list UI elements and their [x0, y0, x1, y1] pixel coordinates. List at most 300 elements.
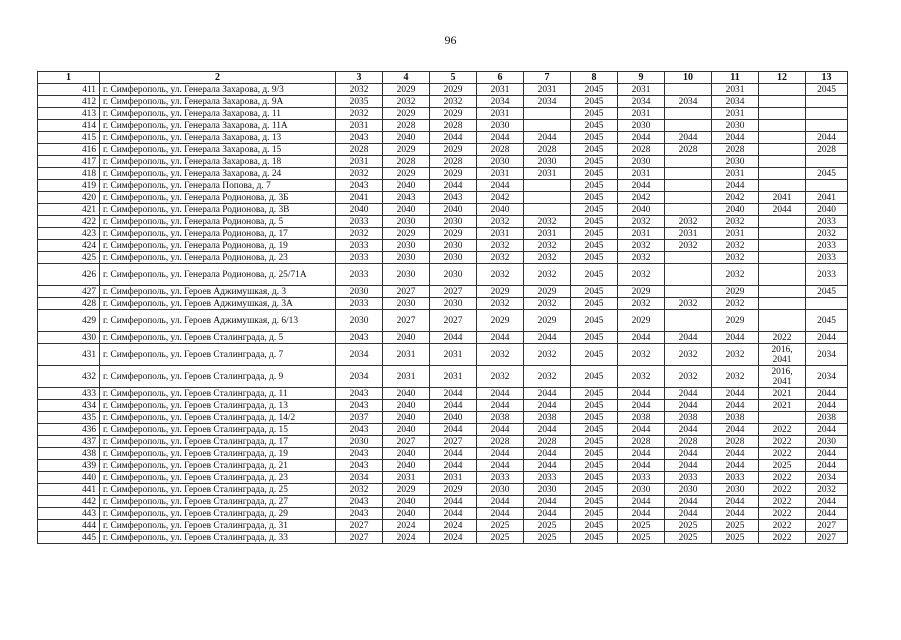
year-cell: 2032 [618, 298, 665, 310]
row-number-cell: 435 [38, 412, 100, 424]
year-cell: 2030 [430, 216, 477, 228]
year-cell: 2029 [430, 108, 477, 120]
year-cell: 2045 [806, 84, 848, 96]
year-cell: 2028 [618, 144, 665, 156]
year-cell: 2030 [477, 484, 524, 496]
year-cell: 2044 [430, 400, 477, 412]
year-cell: 2044 [430, 508, 477, 520]
year-cell: 2030 [336, 436, 383, 448]
year-cell: 2034 [665, 96, 712, 108]
column-header: 10 [665, 72, 712, 84]
year-cell: 2022 [759, 496, 806, 508]
row-number-cell: 421 [38, 204, 100, 216]
year-cell: 2040 [383, 204, 430, 216]
year-cell: 2040 [430, 412, 477, 424]
year-cell: 2025 [477, 532, 524, 544]
year-cell: 2032 [524, 264, 571, 286]
row-number-cell: 424 [38, 240, 100, 252]
year-cell: 2030 [430, 240, 477, 252]
year-cell: 2045 [571, 132, 618, 144]
year-cell: 2045 [571, 532, 618, 544]
year-cell: 2044 [477, 496, 524, 508]
year-cell [524, 204, 571, 216]
year-cell: 2025 [712, 532, 759, 544]
year-cell: 2034 [336, 344, 383, 366]
year-cell: 2022 [759, 448, 806, 460]
year-cell: 2032 [524, 344, 571, 366]
year-cell: 2044 [618, 448, 665, 460]
address-cell: г. Симферополь, ул. Героев Сталинграда, д. 31 [100, 520, 336, 532]
year-cell [524, 192, 571, 204]
year-cell: 2043 [336, 388, 383, 400]
year-cell: 2033 [336, 298, 383, 310]
year-cell: 2031 [712, 108, 759, 120]
year-cell: 2029 [430, 144, 477, 156]
year-cell: 2031 [618, 228, 665, 240]
year-cell: 2024 [383, 520, 430, 532]
year-cell: 2031 [430, 472, 477, 484]
row-number-cell: 427 [38, 286, 100, 298]
year-cell: 2043 [336, 400, 383, 412]
year-cell: 2030 [336, 286, 383, 298]
address-cell: г. Симферополь, ул. Героев Сталинграда, д. 14/2 [100, 412, 336, 424]
year-cell [665, 286, 712, 298]
year-cell: 2025 [524, 532, 571, 544]
year-cell: 2028 [477, 144, 524, 156]
year-cell: 2031 [618, 84, 665, 96]
year-cell: 2030 [336, 310, 383, 332]
year-cell: 2045 [571, 204, 618, 216]
table-row [38, 496, 848, 508]
year-cell: 2044 [665, 388, 712, 400]
table-row [38, 192, 848, 204]
address-cell: г. Симферополь, ул. Героев Сталинграда, д. 11 [100, 388, 336, 400]
year-cell: 2044 [806, 400, 848, 412]
year-cell: 2033 [336, 216, 383, 228]
year-cell [759, 240, 806, 252]
year-cell: 2043 [430, 192, 477, 204]
year-cell: 2022 [759, 484, 806, 496]
table-row [38, 204, 848, 216]
year-cell: 2045 [571, 310, 618, 332]
year-cell: 2040 [477, 204, 524, 216]
year-cell [759, 84, 806, 96]
row-number-cell: 425 [38, 252, 100, 264]
year-cell [665, 84, 712, 96]
year-cell: 2045 [571, 96, 618, 108]
year-cell: 2044 [806, 388, 848, 400]
year-cell [665, 168, 712, 180]
year-cell: 2044 [524, 400, 571, 412]
year-cell: 2045 [571, 366, 618, 388]
year-cell: 2031 [477, 84, 524, 96]
year-cell: 2031 [430, 366, 477, 388]
table-row [38, 180, 848, 192]
year-cell: 2029 [383, 84, 430, 96]
table-row [38, 310, 848, 332]
year-cell: 2032 [477, 252, 524, 264]
year-cell: 2034 [712, 96, 759, 108]
year-cell: 2044 [759, 204, 806, 216]
year-cell: 2030 [712, 120, 759, 132]
year-cell: 2031 [477, 228, 524, 240]
address-cell: г. Симферополь, ул. Генерала Родионова, д. 19 [100, 240, 336, 252]
year-cell: 2040 [430, 204, 477, 216]
year-cell: 2029 [712, 310, 759, 332]
year-cell: 2028 [383, 156, 430, 168]
address-cell: г. Симферополь, ул. Героев Сталинграда, д. 7 [100, 344, 336, 366]
year-cell: 2044 [665, 448, 712, 460]
year-cell: 2045 [571, 400, 618, 412]
year-cell: 2044 [477, 400, 524, 412]
year-cell: 2034 [477, 96, 524, 108]
year-cell: 2043 [383, 192, 430, 204]
year-cell: 2044 [618, 332, 665, 344]
year-cell [759, 228, 806, 240]
table-row [38, 216, 848, 228]
year-cell: 2034 [618, 96, 665, 108]
year-cell: 2044 [712, 400, 759, 412]
year-cell: 2031 [712, 84, 759, 96]
column-header: 8 [571, 72, 618, 84]
year-cell: 2032 [712, 366, 759, 388]
year-cell: 2028 [430, 156, 477, 168]
year-cell: 2032 [712, 240, 759, 252]
year-cell: 2033 [712, 472, 759, 484]
year-cell: 2044 [477, 424, 524, 436]
row-number-cell: 423 [38, 228, 100, 240]
address-cell: г. Симферополь, ул. Генерала Родионова, д. 17 [100, 228, 336, 240]
year-cell: 2022 [759, 332, 806, 344]
year-cell: 2027 [336, 520, 383, 532]
year-cell: 2038 [524, 412, 571, 424]
year-cell: 2038 [806, 412, 848, 424]
year-cell: 2028 [477, 436, 524, 448]
year-cell: 2044 [665, 400, 712, 412]
year-cell: 2030 [383, 264, 430, 286]
year-cell: 2029 [383, 228, 430, 240]
year-cell: 2044 [477, 332, 524, 344]
year-cell: 2025 [524, 520, 571, 532]
year-cell: 2032 [477, 298, 524, 310]
year-cell: 2044 [477, 180, 524, 192]
year-cell: 2031 [430, 344, 477, 366]
row-number-cell: 441 [38, 484, 100, 496]
year-cell: 2032 [430, 96, 477, 108]
year-cell: 2044 [430, 180, 477, 192]
year-cell: 2043 [336, 460, 383, 472]
year-cell: 2044 [524, 448, 571, 460]
year-cell: 2032 [336, 168, 383, 180]
year-cell: 2034 [806, 344, 848, 366]
year-cell [759, 156, 806, 168]
address-cell: г. Симферополь, ул. Героев Сталинграда, д. 17 [100, 436, 336, 448]
year-cell: 2022 [759, 508, 806, 520]
address-cell: г. Симферополь, ул. Генерала Попова, д. 7 [100, 180, 336, 192]
table-row [38, 508, 848, 520]
table-row [38, 412, 848, 424]
address-cell: г. Симферополь, ул. Героев Сталинграда, д. 29 [100, 508, 336, 520]
row-number-cell: 442 [38, 496, 100, 508]
year-cell: 2041 [336, 192, 383, 204]
year-cell: 2044 [430, 132, 477, 144]
row-number-cell: 419 [38, 180, 100, 192]
address-cell: г. Симферополь, ул. Героев Сталинграда, д. 13 [100, 400, 336, 412]
year-cell: 2045 [571, 156, 618, 168]
year-cell: 2032 [618, 264, 665, 286]
row-number-cell: 416 [38, 144, 100, 156]
address-cell: г. Симферополь, ул. Героев Сталинграда, д. 19 [100, 448, 336, 460]
year-cell: 2040 [383, 400, 430, 412]
table-row [38, 400, 848, 412]
year-cell: 2045 [571, 240, 618, 252]
year-cell: 2029 [430, 168, 477, 180]
address-cell: г. Симферополь, ул. Героев Сталинграда, д. 21 [100, 460, 336, 472]
column-header: 9 [618, 72, 665, 84]
year-cell [759, 264, 806, 286]
year-cell: 2044 [524, 332, 571, 344]
year-cell: 2044 [618, 424, 665, 436]
column-header: 12 [759, 72, 806, 84]
year-cell: 2044 [618, 180, 665, 192]
year-cell: 2044 [806, 460, 848, 472]
address-cell: г. Симферополь, ул. Генерала Захарова, д. 24 [100, 168, 336, 180]
year-cell: 2030 [383, 252, 430, 264]
address-cell: г. Симферополь, ул. Генерала Захарова, д. 13 [100, 132, 336, 144]
year-cell: 2022 [759, 436, 806, 448]
year-cell: 2031 [336, 120, 383, 132]
year-cell: 2030 [712, 484, 759, 496]
table-row [38, 520, 848, 532]
year-cell: 2030 [618, 484, 665, 496]
year-cell: 2044 [477, 132, 524, 144]
year-cell: 2033 [806, 264, 848, 286]
year-cell: 2027 [430, 436, 477, 448]
year-cell: 2028 [383, 120, 430, 132]
year-cell: 2040 [618, 204, 665, 216]
year-cell [759, 96, 806, 108]
year-cell: 2028 [665, 436, 712, 448]
year-cell: 2032 [712, 252, 759, 264]
year-cell: 2044 [430, 388, 477, 400]
year-cell: 2045 [571, 298, 618, 310]
year-cell: 2044 [806, 508, 848, 520]
row-number-cell: 432 [38, 366, 100, 388]
year-cell: 2044 [524, 424, 571, 436]
year-cell: 2038 [477, 412, 524, 424]
column-header: 13 [806, 72, 848, 84]
row-number-cell: 417 [38, 156, 100, 168]
year-cell [806, 180, 848, 192]
year-cell: 2028 [524, 144, 571, 156]
address-cell: г. Симферополь, ул. Генерала Захарова, д. 11А [100, 120, 336, 132]
column-header: 4 [383, 72, 430, 84]
year-cell: 2032 [477, 240, 524, 252]
year-cell: 2040 [383, 180, 430, 192]
year-cell [759, 168, 806, 180]
year-cell [665, 192, 712, 204]
year-cell [759, 144, 806, 156]
table-row [38, 344, 848, 366]
year-cell [759, 310, 806, 332]
year-cell: 2042 [712, 192, 759, 204]
row-number-cell: 440 [38, 472, 100, 484]
year-cell: 2032 [806, 484, 848, 496]
year-cell: 2040 [806, 204, 848, 216]
year-cell: 2044 [524, 508, 571, 520]
year-cell: 2030 [806, 436, 848, 448]
year-cell: 2044 [712, 460, 759, 472]
table-row [38, 460, 848, 472]
address-cell: г. Симферополь, ул. Героев Аджимушкая, д. 3А [100, 298, 336, 310]
year-cell: 2045 [806, 310, 848, 332]
table-row [38, 286, 848, 298]
year-cell: 2031 [477, 108, 524, 120]
year-cell: 2044 [712, 332, 759, 344]
year-cell: 2022 [759, 532, 806, 544]
year-cell: 2045 [806, 168, 848, 180]
year-cell: 2033 [477, 472, 524, 484]
year-cell: 2045 [571, 216, 618, 228]
year-cell: 2021 [759, 388, 806, 400]
table-body [38, 84, 848, 544]
year-cell: 2025 [759, 460, 806, 472]
year-cell: 2042 [477, 192, 524, 204]
table-row [38, 144, 848, 156]
row-number-cell: 437 [38, 436, 100, 448]
address-cell: г. Симферополь, ул. Генерала Родионова, д. 25/71А [100, 264, 336, 286]
year-cell: 2033 [618, 472, 665, 484]
table-row [38, 96, 848, 108]
year-cell: 2032 [665, 240, 712, 252]
year-cell: 2045 [571, 84, 618, 96]
year-cell [759, 180, 806, 192]
year-cell: 2028 [336, 144, 383, 156]
year-cell: 2045 [571, 264, 618, 286]
year-cell: 2022 [759, 472, 806, 484]
year-cell: 2044 [665, 132, 712, 144]
column-header: 11 [712, 72, 759, 84]
year-cell: 2031 [336, 156, 383, 168]
register-table [37, 71, 848, 544]
address-cell: г. Симферополь, ул. Генерала Захарова, д. 18 [100, 156, 336, 168]
year-cell: 2031 [383, 366, 430, 388]
year-cell: 2032 [665, 344, 712, 366]
year-cell: 2027 [383, 310, 430, 332]
year-cell: 2033 [336, 264, 383, 286]
year-cell: 2044 [712, 424, 759, 436]
year-cell: 2044 [477, 508, 524, 520]
table-row [38, 448, 848, 460]
address-cell: г. Симферополь, ул. Генерала Захарова, д. 9А [100, 96, 336, 108]
year-cell: 2033 [665, 472, 712, 484]
year-cell: 2029 [712, 286, 759, 298]
year-cell: 2028 [712, 144, 759, 156]
year-cell: 2029 [618, 310, 665, 332]
year-cell: 2032 [665, 298, 712, 310]
year-cell: 2032 [618, 344, 665, 366]
year-cell [524, 120, 571, 132]
year-cell: 2032 [383, 96, 430, 108]
page-number: 96 [444, 33, 457, 47]
year-cell [759, 286, 806, 298]
year-cell: 2045 [571, 496, 618, 508]
year-cell: 2043 [336, 508, 383, 520]
year-cell: 2032 [477, 216, 524, 228]
table-row [38, 484, 848, 496]
year-cell: 2030 [618, 120, 665, 132]
year-cell [759, 216, 806, 228]
year-cell: 2045 [571, 412, 618, 424]
year-cell: 2044 [806, 132, 848, 144]
year-cell: 2044 [712, 508, 759, 520]
row-number-cell: 436 [38, 424, 100, 436]
year-cell [524, 108, 571, 120]
row-number-cell: 412 [38, 96, 100, 108]
year-cell: 2016, 2041 [759, 344, 806, 366]
year-cell: 2040 [383, 132, 430, 144]
year-cell: 2038 [665, 412, 712, 424]
year-cell: 2040 [712, 204, 759, 216]
year-cell: 2030 [524, 484, 571, 496]
year-cell: 2045 [571, 520, 618, 532]
year-cell: 2043 [336, 332, 383, 344]
year-cell: 2040 [336, 204, 383, 216]
year-cell: 2031 [383, 344, 430, 366]
year-cell [806, 96, 848, 108]
year-cell: 2034 [524, 96, 571, 108]
year-cell: 2029 [383, 484, 430, 496]
year-cell: 2045 [571, 108, 618, 120]
year-cell [665, 310, 712, 332]
row-number-cell: 426 [38, 264, 100, 286]
year-cell: 2029 [618, 286, 665, 298]
table-row [38, 366, 848, 388]
year-cell: 2030 [430, 252, 477, 264]
row-number-cell: 443 [38, 508, 100, 520]
year-cell: 2044 [524, 460, 571, 472]
year-cell: 2031 [712, 168, 759, 180]
year-cell: 2043 [336, 424, 383, 436]
row-number-cell: 420 [38, 192, 100, 204]
year-cell: 2032 [336, 484, 383, 496]
year-cell: 2040 [383, 508, 430, 520]
year-cell: 2045 [571, 484, 618, 496]
year-cell: 2044 [665, 332, 712, 344]
year-cell: 2030 [477, 156, 524, 168]
table-row [38, 264, 848, 286]
year-cell: 2045 [806, 286, 848, 298]
year-cell: 2031 [712, 228, 759, 240]
year-cell: 2045 [571, 460, 618, 472]
year-cell: 2043 [336, 180, 383, 192]
year-cell: 2029 [477, 286, 524, 298]
year-cell: 2044 [712, 132, 759, 144]
address-cell: г. Симферополь, ул. Героев Сталинграда, д. 9 [100, 366, 336, 388]
year-cell: 2044 [618, 388, 665, 400]
year-cell: 2034 [336, 366, 383, 388]
address-cell: г. Симферополь, ул. Генерала Родионова, д. 3Б [100, 192, 336, 204]
table-row [38, 298, 848, 310]
year-cell: 2028 [806, 144, 848, 156]
year-cell: 2044 [712, 180, 759, 192]
year-cell: 2045 [571, 144, 618, 156]
year-cell: 2032 [665, 216, 712, 228]
year-cell [759, 120, 806, 132]
year-cell: 2034 [336, 472, 383, 484]
row-number-cell: 428 [38, 298, 100, 310]
year-cell: 2031 [524, 84, 571, 96]
